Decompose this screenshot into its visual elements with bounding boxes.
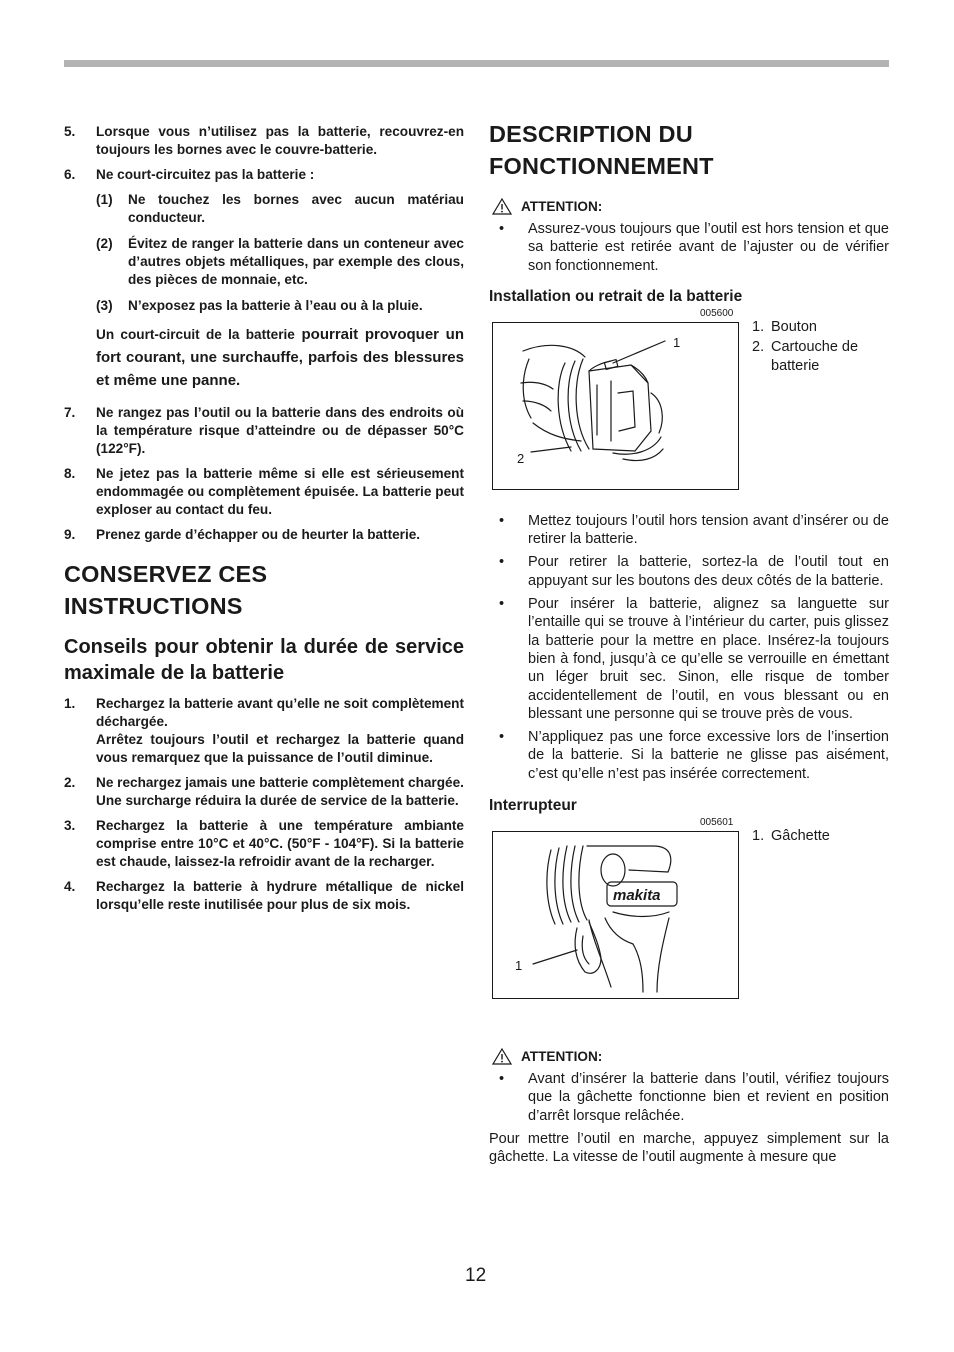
subheading-interrupteur: Interrupteur — [489, 797, 577, 815]
attention-label — [492, 1048, 889, 1065]
bullet-item — [489, 512, 889, 549]
callout-1: 1 — [673, 334, 681, 350]
legend-number: 2. — [752, 339, 765, 356]
tip-item — [64, 817, 464, 871]
figure-frame — [492, 831, 739, 999]
item-number: 7. — [64, 405, 76, 420]
bullet-item — [489, 220, 889, 275]
item-number: 8. — [64, 466, 76, 481]
tip-text: Rechargez la batterie avant qu’elle ne soit complètement déchargée. — [96, 696, 464, 729]
bullet-item — [489, 553, 889, 590]
sub-item — [96, 235, 464, 289]
warning-rest: pourrait provoquer un fort courant, une surchauffe, parfois des blessures et même une panne. — [96, 326, 465, 389]
tip-number: 4. — [64, 879, 76, 894]
bullet-text: Pour insérer la batterie, alignez sa languette sur l’entaille qui se trouve à l’intérieur du carter, puis glissez la batterie pour la mettre en place. Insérez-la toujours bien à fond, jusqu’à ce qu’elle se verrouille en émettant un léger bruit sec. Sinon, elle risque de tomber accidentellement de l’outil, en vous blessant ou en blessant une personne qui se trouve près de vous. — [528, 596, 889, 722]
sub-item — [96, 297, 464, 315]
bullet-item — [489, 595, 889, 723]
list-item — [64, 123, 464, 159]
figure-code: 005601 — [700, 817, 734, 829]
attention-label — [492, 198, 889, 215]
bullet-dot: • — [499, 554, 505, 571]
bullet-text: Avant d’insérer la batterie dans l’outil, vérifiez toujours que la gâchette fonctionne bien et revient en position d’arrêt lorsque relâchée. — [528, 1071, 889, 1124]
tip-text: Rechargez la batterie à hydrure métallique de nickel lorsqu’elle reste inutilisée pour plus de six mois. — [96, 879, 464, 912]
section-heading-description: DESCRIPTION DU FONCTIONNEMENT — [489, 121, 714, 179]
bullet-text: Mettez toujours l’outil hors tension avant d’insérer ou de retirer la batterie. — [528, 512, 889, 548]
list-item — [64, 465, 464, 519]
callout-1: 1 — [515, 958, 523, 974]
list-item — [64, 526, 464, 544]
figure-battery-install — [489, 307, 889, 512]
bullet-text: Assurez-vous toujours que l’outil est hors tension et que sa batterie est retirée avant de l’ajuster ou de vérifier son fonctionnement. — [528, 221, 889, 274]
bullet-item — [489, 1070, 889, 1125]
short-circuit-warning — [96, 323, 464, 392]
item-text: Prenez garde d’échapper ou de heurter la batterie. — [96, 527, 421, 542]
list-item — [64, 166, 464, 184]
legend-item — [752, 318, 892, 337]
attention-text: ATTENTION: — [521, 199, 603, 214]
sub-item-text: Ne touchez les bornes avec aucun matériau conducteur. — [128, 192, 464, 225]
legend-number: 1. — [752, 828, 765, 845]
legend-text: Cartouche de batterie — [771, 339, 859, 374]
sub-item — [96, 191, 464, 227]
sub-item-text: Évitez de ranger la batterie dans un conteneur avec d’autres objets métalliques, par exemple des clous, des pièces de monnaie, etc. — [128, 236, 464, 287]
tip-number: 3. — [64, 818, 76, 833]
item-number: 6. — [64, 167, 76, 182]
bullet-dot: • — [499, 512, 505, 529]
item-text: Lorsque vous n’utilisez pas la batterie, recouvrez-en toujours les bornes avec le couvre-batterie. — [96, 124, 464, 157]
item-text: Ne jetez pas la batterie même si elle est sérieusement endommagée ou complètement épuisée. La batterie peut exploser au contact du feu. — [96, 466, 464, 517]
tip-text-2: Arrêtez toujours l’outil et rechargez la batterie quand vous remarquez que la puissance de l’outil diminue. — [96, 732, 464, 765]
item-text: Ne rangez pas l’outil ou la batterie dans des endroits où la température risque d’atteindre ou de dépasser 50°C (122°F). — [96, 405, 464, 456]
battery-hand-illustration — [493, 323, 737, 488]
figure-frame — [492, 322, 739, 490]
figure-switch — [489, 816, 889, 1048]
top-rule — [64, 60, 889, 67]
tip-item — [64, 774, 464, 810]
sub-item-text: N’exposez pas la batterie à l’eau ou à la pluie. — [128, 298, 423, 313]
bullet-dot: • — [499, 221, 505, 237]
legend-text: Bouton — [771, 318, 817, 335]
item-number: 9. — [64, 527, 76, 542]
bullet-dot: • — [499, 596, 505, 613]
warning-lead: Un court-circuit de la batterie — [96, 327, 295, 342]
attention-text: ATTENTION: — [521, 1049, 603, 1065]
bullet-text: N’appliquez pas une force excessive lors de l’insertion de la batterie. Si la batterie ne glisse pas aisément, c’est qu’elle n’est pas insérée correctement. — [528, 729, 889, 782]
tip-item — [64, 878, 464, 914]
item-number: 5. — [64, 124, 76, 139]
tip-text: Ne rechargez jamais une batterie complètement chargée. — [96, 775, 464, 790]
legend-text: Gâchette — [771, 828, 830, 845]
body-paragraph: Pour mettre l’outil en marche, appuyez simplement sur la gâchette. La vitesse de l’outil augmente à mesure que — [489, 1130, 889, 1166]
list-item — [64, 404, 464, 458]
left-column — [64, 123, 464, 921]
bullet-dot: • — [499, 1071, 505, 1088]
legend-item — [752, 338, 892, 375]
page-number: 12 — [465, 1265, 487, 1286]
legend-number: 1. — [752, 318, 765, 335]
sub-item-number: (1) — [96, 192, 113, 207]
warning-triangle-icon — [492, 1048, 512, 1065]
legend-item — [752, 827, 892, 846]
bullet-dot: • — [499, 729, 505, 746]
item-text: Ne court-circuitez pas la batterie : — [96, 167, 315, 182]
tip-number: 2. — [64, 775, 76, 790]
tip-text-2: Une surcharge réduira la durée de service de la batterie. — [96, 793, 459, 808]
right-column — [489, 118, 889, 1167]
section-heading-conservez: CONSERVEZ CES INSTRUCTIONS — [64, 561, 268, 619]
figure-legend — [752, 318, 892, 376]
warning-triangle-icon — [492, 198, 512, 215]
subsection-heading-conseils: Conseils pour obtenir la durée de service maximale de la batterie — [64, 636, 464, 684]
tip-text: Rechargez la batterie à une température ambiante comprise entre 10°C et 40°C. (50°F - 104°F). Si la batterie est chaude, laissez-la refroidir avant de la recharger. — [96, 818, 464, 869]
sub-item-number: (2) — [96, 236, 113, 251]
figure-legend — [752, 827, 892, 846]
tip-number: 1. — [64, 696, 76, 711]
callout-2: 2 — [517, 450, 525, 466]
subheading-installation: Installation ou retrait de la batterie — [489, 287, 743, 305]
drill-trigger-illustration — [493, 832, 737, 997]
sub-item-number: (3) — [96, 298, 113, 313]
bullet-text: Pour retirer la batterie, sortez-la de l’outil tout en appuyant sur les boutons des deux côtés de la batterie. — [528, 554, 889, 589]
brand-badge-text: makita — [613, 887, 661, 905]
bullet-item — [489, 728, 889, 783]
figure-code: 005600 — [700, 307, 734, 319]
tip-item — [64, 695, 464, 767]
